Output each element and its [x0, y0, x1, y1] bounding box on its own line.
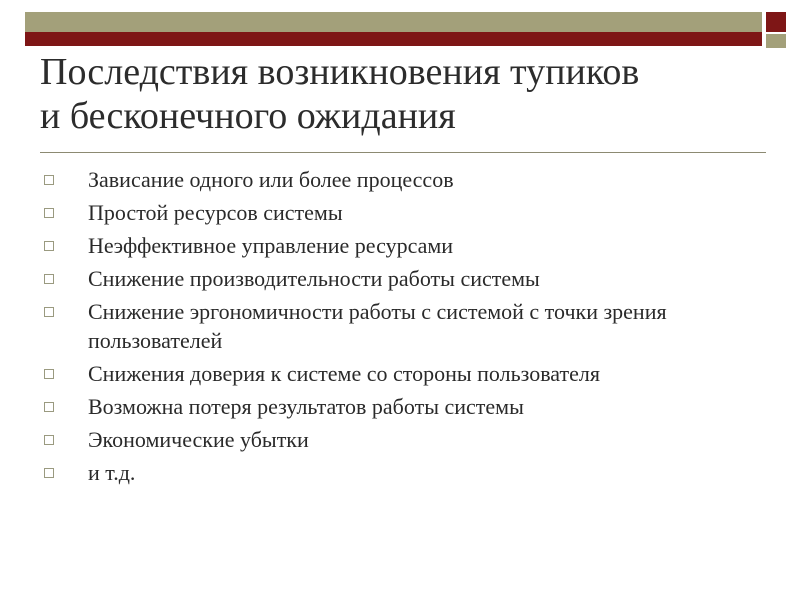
- square-bullet-icon: [44, 435, 54, 445]
- square-bullet-icon: [44, 241, 54, 251]
- bullet-list: [44, 165, 774, 491]
- square-bullet-icon: [44, 175, 54, 185]
- corner-maroon-square: [766, 12, 786, 32]
- bullet-text: и т.д.: [88, 460, 136, 485]
- bullet-text: Неэффективное управление ресурсами: [88, 233, 454, 258]
- bullet-item: [44, 231, 774, 260]
- corner-olive-square: [766, 34, 786, 48]
- slide-title-line-2: и бесконечного ожидания: [40, 95, 456, 137]
- bullet-item: [44, 392, 774, 421]
- bullet-item: [44, 165, 774, 194]
- bullet-text: Зависание одного или более процессов: [88, 167, 454, 192]
- slide-title-line-1: Последствия возникновения тупиков: [40, 51, 640, 93]
- slide-title: [40, 50, 780, 138]
- bullet-text: Снижения доверия к системе со стороны пользователя: [88, 361, 600, 386]
- bullet-text: Экономические убытки: [88, 427, 309, 452]
- bullet-item: [44, 458, 774, 487]
- bullet-text: Возможна потеря результатов работы системы: [88, 394, 524, 419]
- bullet-item: [44, 359, 774, 388]
- square-bullet-icon: [44, 208, 54, 218]
- bullet-text: Снижение производительности работы системы: [88, 266, 540, 291]
- title-divider: [40, 152, 766, 153]
- square-bullet-icon: [44, 274, 54, 284]
- bullet-item: [44, 264, 774, 293]
- square-bullet-icon: [44, 468, 54, 478]
- bullet-item: [44, 297, 774, 355]
- square-bullet-icon: [44, 369, 54, 379]
- top-maroon-bar: [25, 32, 762, 46]
- bullet-item: [44, 198, 774, 227]
- top-olive-bar: [25, 12, 762, 32]
- square-bullet-icon: [44, 402, 54, 412]
- bullet-text: Простой ресурсов системы: [88, 200, 343, 225]
- bullet-text: Снижение эргономичности работы с системой с точки зрения пользователей: [88, 299, 667, 353]
- square-bullet-icon: [44, 307, 54, 317]
- bullet-item: [44, 425, 774, 454]
